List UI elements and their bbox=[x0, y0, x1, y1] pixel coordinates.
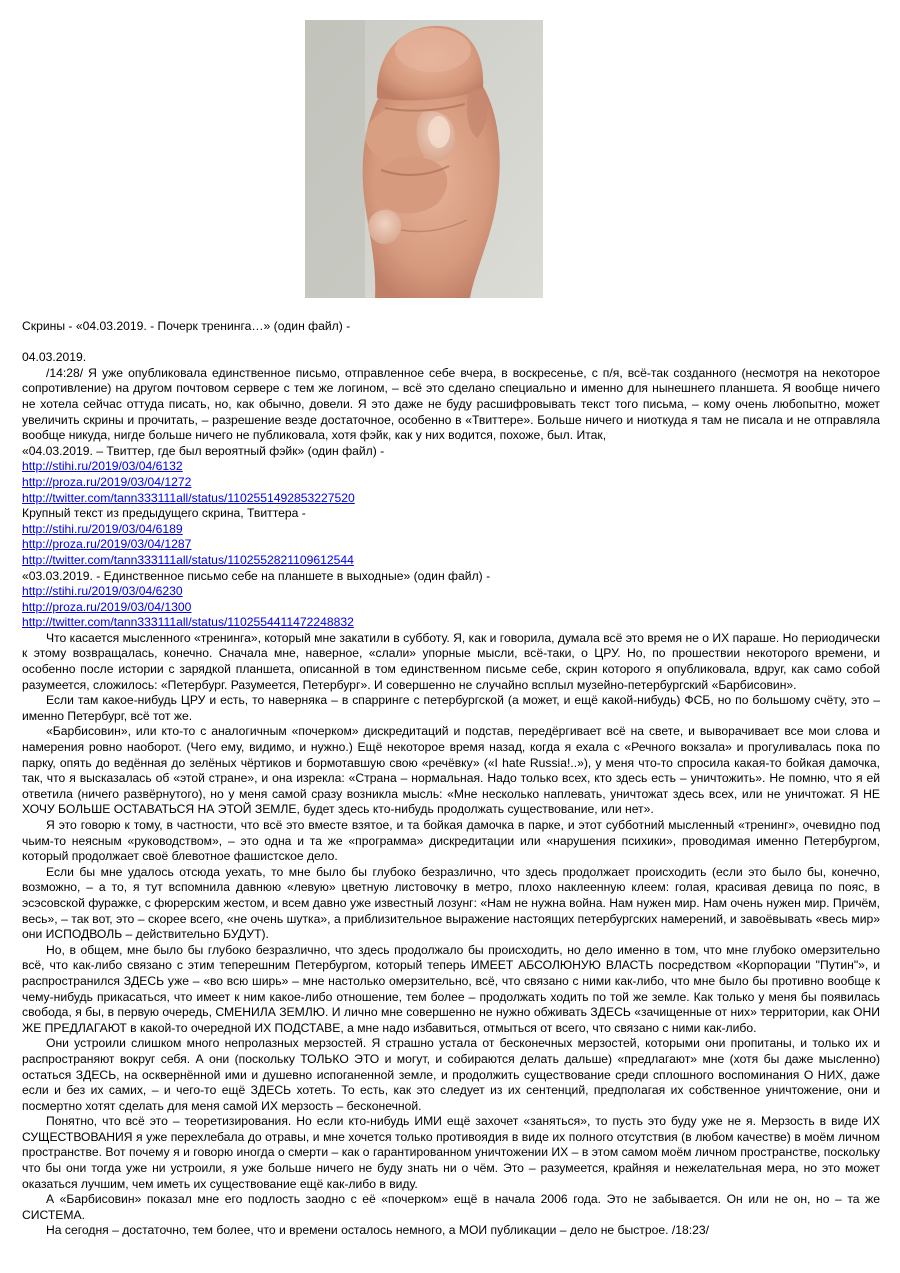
body-paragraph: Я это говорю к тому, в частности, что всё это вместе взятое, и та бойкая дамочка в парке, и этот субботний мысленный «тренинг», очевидно под чьим-то неясным «руководством», – это одна и та же «программа» дискредитации или «нарушения психики», проводимая именно Петербургом, который продолжает своё блевотное фашистское дело. bbox=[22, 818, 880, 864]
link-stihi[interactable]: http://stihi.ru/2019/03/04/6189 bbox=[22, 521, 183, 536]
link-group-title: «04.03.2019. – Твиттер, где был вероятный фэйк» (один файл) - bbox=[22, 443, 385, 458]
post-date: 04.03.2019. bbox=[22, 350, 87, 365]
link-group-title: Крупный текст из предыдущего скрина, Твиттера - bbox=[22, 506, 306, 521]
link-twitter[interactable]: http://twitter.com/tann333111all/status/1102551492853227520 bbox=[22, 490, 355, 505]
screenshot-caption: Скрины - «04.03.2019. - Почерк тренинга…» (один файл) - bbox=[22, 319, 351, 333]
body-paragraph: Они устроили слишком много непролазных мерзостей. Я страшно устала от бесконечных мерзостей, которыми они пропитаны, и только их и распространяют вокруг себя. А они (поскольку ТОЛЬКО ЭТО и могут, и собираются делать дальше) «предлагают» мне (хотя бы даже мысленно) остаться ЗДЕСЬ, на осквернённой ими и душевно испоганенной земле, и продолжить существование среди сплошного воспоминания О НИХ, даже если и без их самих, – и чего-то ещё ЗДЕСЬ хотеть. То есть, как это следует из их сентенций, предполагая их собственное уничтожение, они и посмертно хотят сделать для меня самой ИХ мерзость – бесконечной. bbox=[22, 1036, 880, 1113]
document-body bbox=[22, 319, 880, 1239]
intro-paragraph: /14:28/ Я уже опубликовала единственное письмо, отправленное себе вчера, в воскресенье, с п/я, всё-так созданного (несмотря на некоторое сопротивление) на другом почтовом сервере с тем же логином, – всё это сделано специально и именно для нынешнего планшета. Я вообще ничего не хотела сейчас оттуда писать, но, как обычно, довели. Я это даже не буду расшифровывать текст того письма, – кому очень любопытно, может увеличить скрины и прочитать, – разрешение везде достаточное, особенно в «Твиттере». Больше ничего и ниоткуда я там не писала и не отправляла вообще никуда, нигде больше ничего не публиковала, хотя фэйк, как у них водится, похоже, был. Итак, bbox=[22, 365, 880, 443]
link-twitter[interactable]: http://twitter.com/tann333111all/status/1102552821109612544 bbox=[22, 552, 354, 567]
link-twitter[interactable]: http://twitter.com/tann333111all/status/1102554411472248832 bbox=[22, 615, 354, 630]
body-paragraph: «Барбисовин», или кто-то с аналогичным «почерком» дискредитаций и подстав, передёргивает всё на свете, и выворачивает все мои слова и намерения ровно наоборот. (Чего ему, видимо, и нужно.) Ещё некоторое время назад, когда я ехала с «Речного вокзала» и прогуливалась пока по парку, опять до ведённая до зелёных чёртиков и бормотавшую свою «речёвку» («I hate Russia!..»), у меня что-то спросила какая-то бойкая дамочка, так, что я высказалась об «этой стране», и она изрекла: «Страна – нормальная. Надо только всех, кто здесь есть – уничтожить». Не помню, что я ей ответила (ничего развёрнутого), но у меня самой сразу возникла мысль: «Мне несколько наплевать, уничтожат здесь всех, или не уничтожат. Я НЕ ХОЧУ БОЛЬШЕ ОСТАВАТЬСЯ НА ЭТОЙ ЗЕМЛЕ, будет здесь кто-нибудь продолжать существование, или нет». bbox=[22, 724, 880, 817]
body-paragraph: Если там какое-нибудь ЦРУ и есть, то наверняка – в спарринге с петербургской (а может, и ещё какой-нибудь) ФСБ, но по большому счёту, это – именно Петербург, всё тот же. bbox=[22, 693, 880, 723]
hand-gesture-photo bbox=[305, 20, 543, 298]
body-paragraph: Понятно, что всё это – теоретизирования. Но если кто-нибудь ИМИ ещё захочет «заняться», то пусть это буду уже не я. Мерзость в виде ИХ СУЩЕСТВОВАНИЯ я уже перехлебала до отравы, и мне хочется только противоядия в виде их полного отсутствия (в любом качестве) в моём личном пространстве. Вот почему я и говорю иногда о смерти – как о гарантированном уничтожении ИХ – в этом самом моём личном пространстве, поскольку что бы они тогда уже ни устроили, я уже больше ничего не буду знать ни о чём. Это – разумеется, крайняя и нежелательная мера, но это может оказаться лучшим, чем иметь их существование ещё как-либо в виду. bbox=[22, 1114, 880, 1191]
link-proza[interactable]: http://proza.ru/2019/03/04/1300 bbox=[22, 599, 192, 614]
body-paragraph: Что касается мысленного «тренинга», который мне закатили в субботу. Я, как и говорила, думала всё это время не о ИХ параше. Но периодически к этому возвращалась, конечно. Сначала мне, наверное, «слали» упорные мысли, всё-таки, о ЦРУ. Но, по прошествии некоторого времени, и особенно после истории с зарядкой планшета, описанной в том единственном письме себе, скрин которого я опубликовала, вдруг, как само собой разумеется, сложилось: «Петербург. Разумеется, Петербург». И совершенно не случайно всплыл музейно-петербургский «Барбисовин». bbox=[22, 630, 881, 692]
link-stihi[interactable]: http://stihi.ru/2019/03/04/6230 bbox=[22, 584, 183, 599]
body-paragraph: А «Барбисовин» показал мне его подлость заодно с её «почерком» ещё в начала 2006 года. Это не забывается. Он или не он, но – та же СИСТЕМА. bbox=[22, 1192, 880, 1222]
body-paragraph: На сегодня – достаточно, тем более, что и времени осталось немного, а МОИ публикации – дело не быстрое. /18:23/ bbox=[46, 1223, 709, 1238]
body-paragraph: Если бы мне удалось отсюда уехать, то мне было бы глубоко безразлично, что здесь продолжает происходить (если это было бы, конечно, возможно, – а то, я тут вспомнила давнюю «левую» цветную листовочку в метро, плохо наклеенную клеем: голая, красивая девица по пояс, в эсэсовской фуражке, с фюрерским жестом, и всем давно уже известный лозунг: «Нам не нужна война. Нам нужен мир. Нам очень нужен мир. Причём, весь», – так вот, это – скорее всего, «не очень шутка», а приблизительное выражение настоящих петербургских намерений, и завоёвывать «весь мир» они ИСПОДВОЛЬ – действительно БУДУТ). bbox=[22, 864, 880, 942]
link-group-title: «03.03.2019. - Единственное письмо себе на планшете в выходные» (один файл) - bbox=[22, 568, 491, 583]
link-stihi[interactable]: http://stihi.ru/2019/03/04/6132 bbox=[22, 459, 183, 474]
body-paragraph: Но, в общем, мне было бы глубоко безразлично, что здесь продолжало бы происходить, но дело именно в том, что мне глубоко омерзительно всё, что как-либо связано с этим теперешним Петербургом, который теперь ИМЕЕТ АБСОЛЮНУЮ ВЛАСТЬ посредством «Корпорации "Путин"», и распространился ЗДЕСЬ уже – «во всю ширь» – мне настолько омерзительно, всё, что связано с ними как-либо, что мне было бы противно вообще к чему-нибудь прикасаться, что имеет к ним какое-либо отношение, тем более – продолжать ходить по той же земле. Как только у меня бы появилась свобода, я бы, в первую очередь, СМЕНИЛА ЗЕМЛЮ. И лично мне совершенно не нужно обживать ЗДЕСЬ «зачищенные от них» территории, как ОНИ ЖЕ ПРЕДЛАГАЮТ в какой-то очередной ИХ ПОДСТАВЕ, а мне надо избавиться, отмыться от всего, что связано с ними как-либо. bbox=[22, 942, 880, 1035]
link-proza[interactable]: http://proza.ru/2019/03/04/1272 bbox=[22, 474, 192, 489]
link-proza[interactable]: http://proza.ru/2019/03/04/1287 bbox=[22, 537, 192, 552]
